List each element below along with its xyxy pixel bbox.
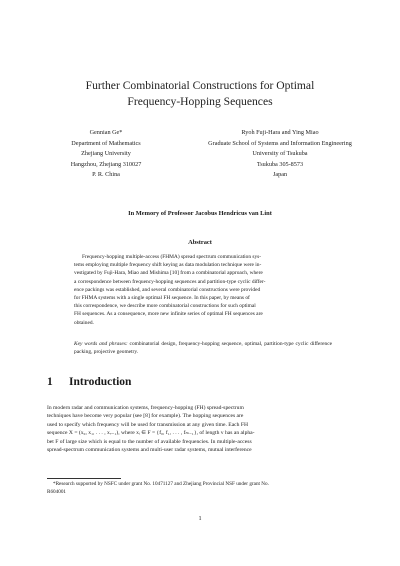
abstract-heading: Abstract [188,239,212,246]
body-line: sequence X = (x₀, x₁, . . . , xᵥ₋₁), where xᵢ ∈ F = {f₀, f₁, . . . , fₘ₋₁}, of length v has an alpha- [47,430,255,437]
page-number: 1 [198,515,202,522]
author-university: Zhejiang University [81,150,131,157]
author-city: Tsukuba 305-8573 [256,160,304,168]
author-country: P. R. China [92,171,120,178]
keywords-text: combinatorial design, frequency-hopping sequence, optimal, partition-type cyclic difference packing, projective geometry. [74,341,332,356]
keywords-label: Key words and phrases: [74,341,128,347]
abstract-line: a correspondence between frequency-hopping sequences and partition-type cyclic differ- [74,278,266,285]
dedication: In Memory of Professor Jacobus Hendricus van Lint [128,210,272,217]
abstract-line: Frequency-hopping multiple-access (FHMA) spread spectrum communication sys- [82,254,262,260]
author-department: Department of Mathematics [71,139,141,147]
author-city: Hangzhou, Zhejiang 310027 [70,160,142,168]
paper-title [40,78,360,110]
author-block-right [176,128,384,181]
title-line-1: Further Combinatorial Constructions for Optimal [85,79,315,92]
body-line: techniques have become very popular (see [8] for example). The hopping sequences are [47,413,244,420]
abstract-line: obtained. [74,319,94,326]
abstract-line: this correspondence, we describe more combinatorial constructions for such optimal [74,303,256,310]
footnote [47,481,354,497]
abstract-line: ence packings was established, and several combinatorial constructions were provided [74,286,261,293]
author-name: Ryoh Fuji-Hara and Ying Miao [241,129,319,136]
author-university: University of Tsukuba [252,150,308,157]
author-department: Graduate School of Systems and Information Engineering [208,139,352,147]
footnote-line: *Research supported by NSFC under grant No. 10471127 and Zhejiang Provincial NSF under grant No. [53,481,269,487]
footnote-divider [47,478,121,479]
footnote-line: R604001 [47,488,67,495]
author-country: Japan [272,171,288,178]
abstract-line: tems employing multiple frequency shift keying as data modulation technique were in- [74,262,262,269]
body-line: bet F of large size which is equal to the number of available frequencies. In multiple-access [47,438,252,445]
abstract-line: FH sequences. As a consequence, more new infinite series of optimal FH sequences are [74,311,263,318]
section-heading [47,376,131,388]
abstract-line: vestigated by Fuji-Hara, Miao and Mishima [10] from a combinatorial approach, where [74,270,263,277]
author-name: Gennian Ge* [89,129,123,136]
section-title: Introduction [69,376,132,388]
body-line: In modern radar and communication systems, frequency-hopping (FH) spread-spectrum [47,405,244,411]
body-line: used to specify which frequency will be used for transmission at any given time. Each FH [47,421,249,428]
author-block-left [52,128,160,181]
title-line-2: Frequency-Hopping Sequences [127,95,273,108]
introduction-body [47,404,354,454]
abstract-body [74,253,332,327]
body-line: spread-spectrum communication systems and multi-user radar systems, mutual interference [47,447,252,454]
section-number: 1 [47,376,53,388]
keywords [74,340,332,356]
abstract-line: for FHMA systems with a single optimal FH sequence. In this paper, by means of [74,295,250,302]
